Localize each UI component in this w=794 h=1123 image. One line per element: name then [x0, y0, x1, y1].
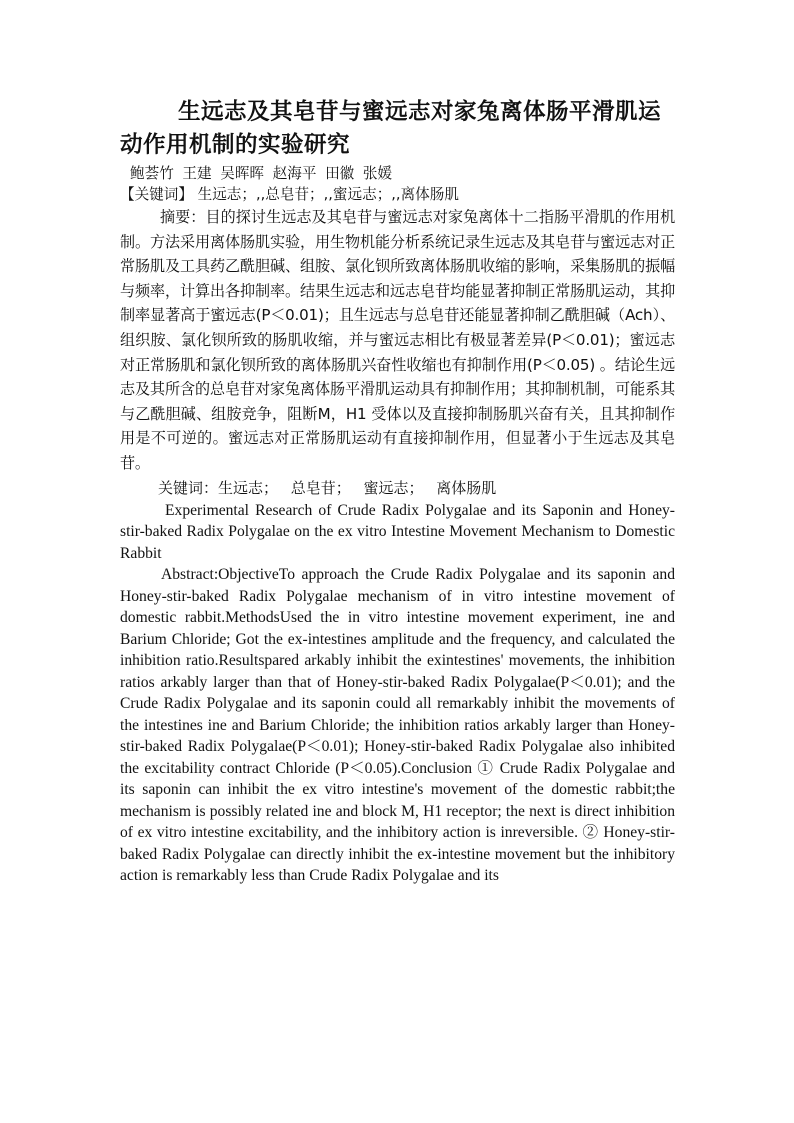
document-title: 生远志及其皂苷与蜜远志对家兔离体肠平滑肌运动作用机制的实验研究 — [120, 99, 662, 158]
chinese-keywords: 关键词：生远志； 总皂苷； 蜜远志； 离体肠肌 — [158, 478, 497, 497]
chinese-abstract — [120, 205, 675, 476]
english-title: Experimental Research of Crude Radix Polygalae and its Saponin and Honey-stir-baked Radix Polygalae on the ex vitro Intestine Movement Mechanism to Domestic Rabbit — [120, 501, 675, 562]
author-list: 鲍荟竹 王建 吴晖晖 赵海平 田徽 张媛 — [130, 165, 393, 182]
document-page — [120, 96, 675, 887]
chinese-abstract-text: 摘要：目的探讨生远志及其皂苷与蜜远志对家兔离体十二指肠平滑肌的作用机制。方法采用离体肠肌实验，用生物机能分析系统记录生远志及其皂苷与蜜远志对正常肠肌及工具药乙酰胆碱、组胺、氯化钡所致离体肠肌收缩的影响，采集肠肌的振幅与频率，计算出各抑制率。结果生远志和远志皂苷均能显著抑制正常肠肌运动，其抑制率显著高于蜜远志(P＜0.01)；且生远志与总皂苷还能显著抑制乙酰胆碱（Ach）、组织胺、氯化钡所致的肠肌收缩，并与蜜远志相比有极显著差异(P＜0.01)；蜜远志对正常肠肌和氯化钡所致的离体肠肌兴奋性收缩也有抑制作用(P＜0.05) 。结论生远志及其所含的总皂苷对家兔离体肠平滑肌运动具有抑制作用；其抑制机制，可能系其与乙酰胆碱、组胺竞争，阻断M，H1 受体以及直接抑制肠肌兴奋有关，且其抑制作用是不可逆的。蜜远志对正常肠肌运动有直接抑制作用，但显著小于生远志及其皂苷。 — [120, 208, 675, 472]
english-abstract: Abstract:ObjectiveTo approach the Crude Radix Polygalae and its saponin and Honey-stir-baked Radix Polygalae mechanism of in vitro intestine movement of domestic rabbit.MethodsUsed the in vitro intestine movement experiment, ine and Barium Chloride; Got the ex-intestines amplitude and the frequency, and calculated the inhibition ratio.Resultspared arkably inhibit the exintestines' movements, the inhibition ratios arkably larger than that of Honey-stir-baked Radix Polygalae(P＜0.01); and the Crude Radix Polygalae and its saponin could all remarkably inhibit the movements of the intestines ine and Barium Chloride; the inhibition ratios arkably larger than Honey-stir-baked Radix Polygalae(P＜0.01); Honey-stir-baked Radix Polygalae also inhibited the excitability contract Chloride (P＜0.05).Conclusion ① Crude Radix Polygalae and its saponin can inhibit the ex vitro intestine's movement of the domestic rabbit;the mechanism is possibly related ine and block M, H1 receptor; the next is direct inhibition of ex vitro intestine excitability, and the inhibitory action is inreversible. ② Honey-stir-baked Radix Polygalae can directly inhibit the ex-intestine movement but the inhibitory action is remarkably less than Crude Radix Polygalae and its — [120, 566, 675, 885]
keywords-header: 【关键词】 生远志；,,总皂苷；,,蜜远志；,,离体肠肌 — [120, 186, 459, 203]
chinese-abstract-indent — [120, 208, 160, 226]
